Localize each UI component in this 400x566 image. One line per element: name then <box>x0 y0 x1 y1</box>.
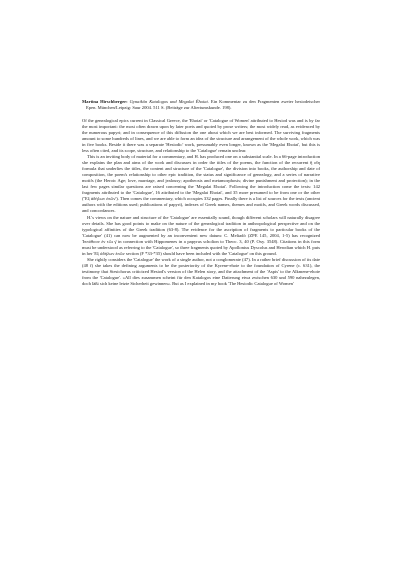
paragraph: Of the genealogical epics current in Classical Greece, the 'Ehoiai' or 'Catalogue of Women' attributed to Hesiod was and is by far the most important: the most often drawn upon by later poets and quoted by prose writers; the most widely read, as evidenced by the numerous papyri; and in consequence of this diffusion the one about which we are best informed. The surviving fragments amount to some hundreds of lines, and we are able to form an idea of the structure and arrangement of the whole work, which was in five books. Beside it there was a separate 'Hesiodic' work, presumably even longer, known as the 'Megalai Ehoiai', but this is less often cited, and its scope, structure, and relationship to the 'Catalogue' remain unclear. <box>82 117 320 154</box>
review-body <box>82 118 320 287</box>
book-details: Ein Kommentar zu den Fragmenten zweier hesiodeischer Epen. München/Leipzig: Saur 2004. 511 S. (Beiträge zur Altertumskunde. 198). <box>86 99 321 111</box>
book-title: Gynaikōn Katalogos und Megalai Ēhoiai. <box>129 99 209 104</box>
review-page <box>82 99 320 287</box>
paragraph: She rightly considers the 'Catalogue' the work of a single author, not a conglomerate (47). In a rather brief discussion of its date (48 f) she takes the defining arguments to be the posteriority of the Kyrene-ehoie to the foundation of Cyrene (c. 631), the testimony that Stesichorus criticized Hesiod's version of the Helen story, and the attachment of the 'Aspis' to the Alkmene-ehoie from the 'Catalogue'. »All dies zusammen scheint für den Katalogos eine Datierung etwa zwischen 630 und 590 nahezulegen, doch läßt sich keine letzte Sicherheit gewinnen«. But as I explained in my book 'The Hesiodic Catalogue of Women' <box>82 256 320 287</box>
paragraph: H.'s views on the nature and structure of the 'Catalogue' are essentially sound, though different scholars will naturally disagree over details. She has good points to make on the nature of the genealogical tradition in anthropological perspective and on the typological affinities of the Greek tradition (63-8). The evidence for the ascription of fragments to particular books of the 'Catalogue' (41) can now be augmented by an inconvenient new datum: C. Meliadò (ZPE 145, 2004, 1-5) has recognized Ἱππόθοον ἐν τῶι γ̄ in connection with Hippomenes in a papyrus scholion to Theoc. 3, 40 (P. Oxy. 3548). Citations in this form must be understood as referring to the 'Catalogue', so three fragments quoted by Apollonius Dyscolus and Herodian which H. puts in her Ἐξ ἀδήλων ἐπῶν section (F *33-*35) should have been included with the 'Catalogue' on this ground. <box>82 214 320 256</box>
paragraph: This is an inviting body of material for a commentary, and H. has produced one on a substantial scale. In a 66-page introduction she explains the plan and aims of the work and discusses in order the titles of the poems, the function of the recurrent ἢ οἵη formula that underlies the titles, the content and structure of the 'Catalogue', the division into books, the authorship and date of composition, the poem's relationship to other epic tradition, the status and significance of genealogy, and a series of narrative motifs (the Heroic Age; love, marriage, and jealousy; apotheosis and metamorphosis; divine punishment and protection); in the last few pages similar questions are raised concerning the 'Megalai Ehoiai'. Following the introduction come the texts: 142 fragments attributed to the 'Catalogue', 16 attributed to the 'Megalai Ehoiai', and 35 more presumed to be from one or the other ('Ἐξ ἀδήλων ἐπῶν'). Then comes the commentary, which occupies 332 pages. Finally there is a list of sources for the texts (ancient authors with the editions used; publications of papyri), indexes of Greek names, themes and motifs, and Greek words discussed, and concordances. <box>82 154 320 214</box>
book-citation <box>82 99 320 112</box>
review-author: Martina Hirschberger: <box>82 99 128 104</box>
